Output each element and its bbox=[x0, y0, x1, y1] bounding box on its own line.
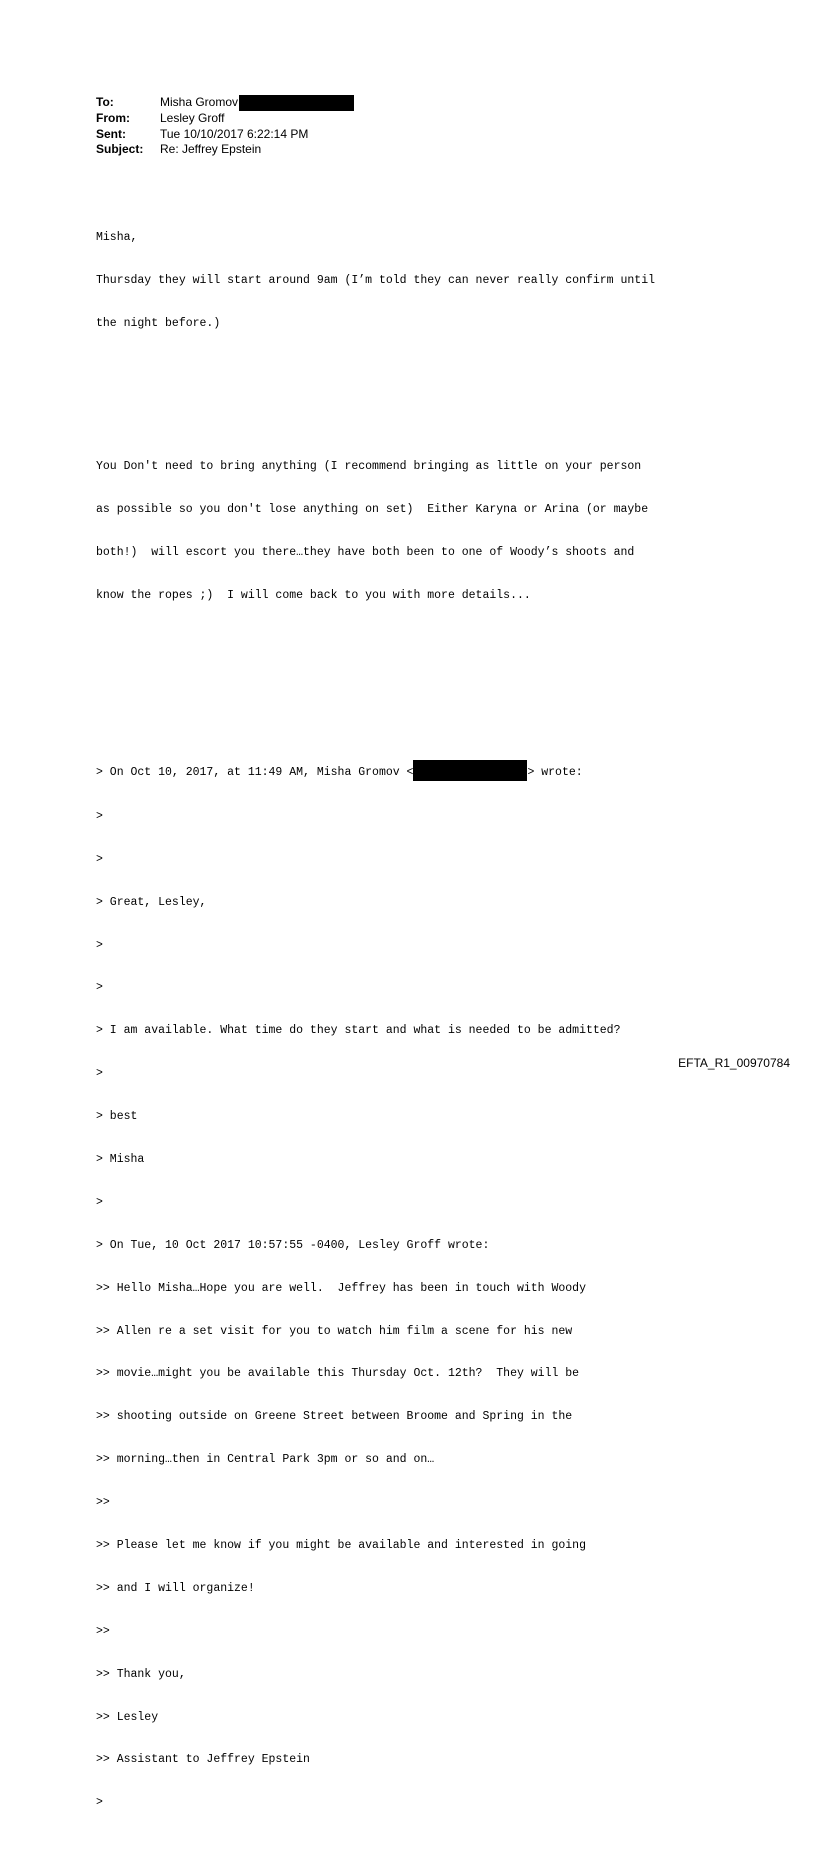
redaction-box bbox=[239, 95, 354, 111]
email-header bbox=[96, 95, 354, 158]
quote-header-after: > wrote: bbox=[527, 766, 583, 780]
quote-line: > best bbox=[96, 1110, 138, 1124]
quote-line: >> Allen re a set visit for you to watch him film a scene for his new bbox=[96, 1324, 573, 1338]
body-line: know the ropes ;) I will come back to you with more details... bbox=[96, 588, 531, 602]
body-line: the night before.) bbox=[96, 316, 221, 330]
quote-line: >> bbox=[96, 1624, 110, 1638]
sent-row bbox=[96, 127, 354, 143]
reply-paragraph-2 bbox=[96, 431, 655, 631]
subject-row bbox=[96, 142, 354, 158]
quote-line: > Misha bbox=[96, 1153, 145, 1166]
body-line: Thursday they will start around 9am (I’m told they can never really confirm until bbox=[96, 274, 655, 288]
subject-value: Re: Jeffrey Epstein bbox=[160, 142, 262, 156]
quote-line: >> Assistant to Jeffrey Epstein bbox=[96, 1753, 310, 1767]
from-row bbox=[96, 111, 354, 127]
body-line: as possible so you don't lose anything on set) Either Karyna or Arina (or maybe bbox=[96, 502, 649, 516]
quote-line: > bbox=[96, 981, 103, 995]
quote-line: >> Hello Misha…Hope you are well. Jeffrey has been in touch with Woody bbox=[96, 1281, 586, 1295]
quote-line: >> Lesley bbox=[96, 1710, 159, 1724]
quote-line: > bbox=[96, 938, 103, 952]
quote-line: >> bbox=[96, 1496, 110, 1510]
email-body bbox=[96, 174, 655, 1854]
quote-line: >> shooting outside on Greene Street between Broome and Spring in the bbox=[96, 1410, 573, 1424]
quote-line-header bbox=[96, 760, 655, 781]
quoted-message bbox=[96, 732, 655, 1840]
quote-line: > bbox=[96, 1195, 103, 1209]
body-line: Misha, bbox=[96, 231, 138, 245]
document-id: EFTA_R1_00970784 bbox=[678, 1056, 790, 1070]
sent-value: Tue 10/10/2017 6:22:14 PM bbox=[160, 126, 309, 141]
subject-label: Subject: bbox=[96, 142, 144, 156]
quote-line: > bbox=[96, 852, 103, 866]
quote-line: > On Tue, 10 Oct 2017 10:57:55 -0400, Lesley Groff wrote: bbox=[96, 1238, 490, 1252]
quote-header-before: > On Oct 10, 2017, at 11:49 AM, Misha Gromov < bbox=[96, 766, 414, 780]
quote-line: >> Thank you, bbox=[96, 1667, 186, 1681]
to-value bbox=[160, 95, 354, 111]
to-row bbox=[96, 95, 354, 111]
quote-line: >> morning…then in Central Park 3pm or so and on… bbox=[96, 1453, 435, 1467]
redaction-box bbox=[413, 760, 527, 781]
to-label: To: bbox=[96, 95, 114, 109]
body-line: both!) will escort you there…they have both been to one of Woody’s shoots and bbox=[96, 545, 635, 559]
quote-line: > bbox=[96, 809, 103, 823]
sent-label: Sent: bbox=[96, 126, 126, 141]
to-name: Misha Gromov bbox=[160, 95, 239, 109]
quote-line: > bbox=[96, 1796, 103, 1810]
reply-paragraph-1 bbox=[96, 203, 655, 360]
quote-line: >> Please let me know if you might be available and interested in going bbox=[96, 1539, 586, 1553]
quote-line: > bbox=[96, 1067, 103, 1081]
from-label: From: bbox=[96, 111, 130, 125]
quote-line: > I am available. What time do they start and what is needed to be admitted? bbox=[96, 1024, 621, 1038]
from-value: Lesley Groff bbox=[160, 111, 225, 125]
quote-line: >> and I will organize! bbox=[96, 1581, 255, 1595]
quote-line: >> movie…might you be available this Thursday Oct. 12th? They will be bbox=[96, 1367, 580, 1381]
body-line: You Don't need to bring anything (I recommend bringing as little on your person bbox=[96, 459, 642, 473]
quote-line: > Great, Lesley, bbox=[96, 895, 207, 909]
